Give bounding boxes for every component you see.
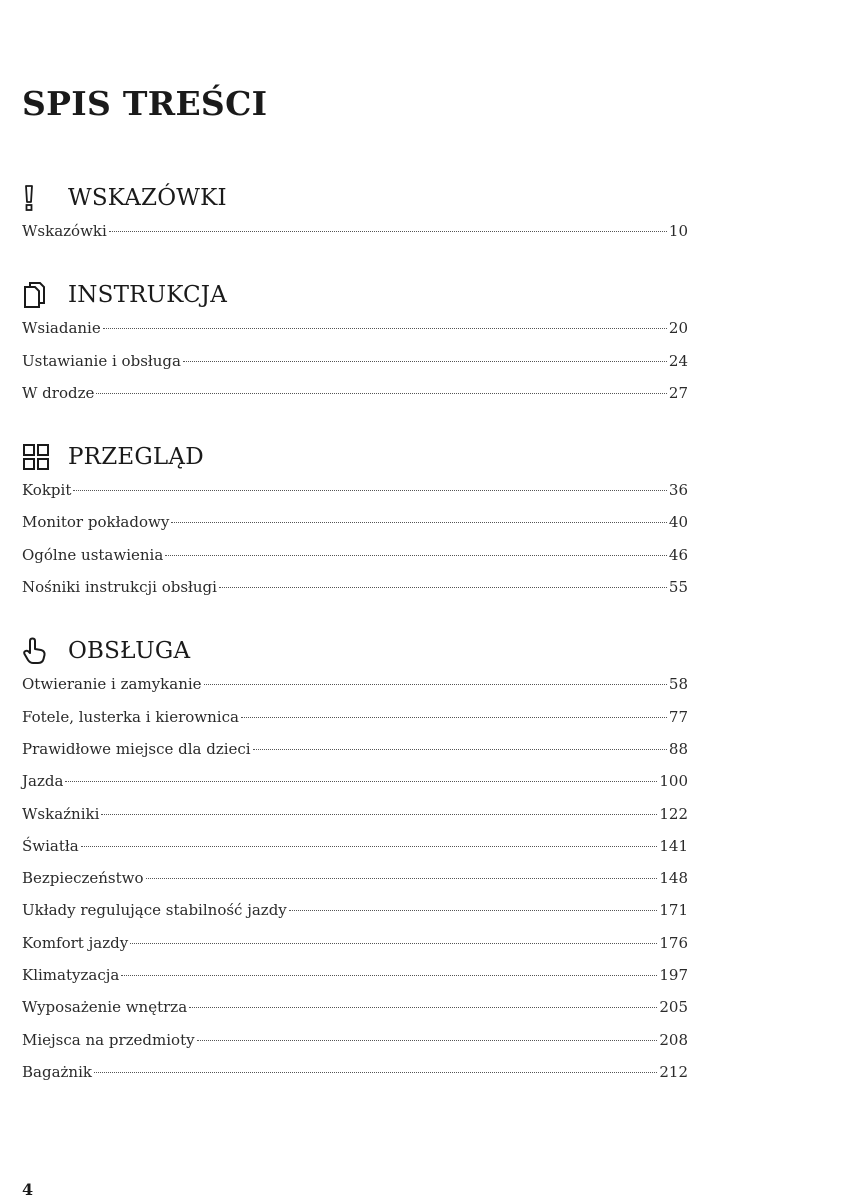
section-heading: [22, 633, 688, 669]
toc-entry-page: 141: [659, 836, 688, 855]
dot-leader: [121, 975, 657, 976]
toc-entry[interactable]: [22, 966, 688, 998]
hand-pointer-icon: [22, 636, 56, 666]
dot-leader: [171, 522, 667, 523]
dot-leader: [253, 749, 667, 750]
toc-entry-page: 36: [668, 481, 688, 500]
dot-leader: [189, 1007, 657, 1008]
toc-entry-label: Wskaźniki: [22, 804, 100, 823]
toc-entry-page: 100: [659, 772, 688, 791]
dot-leader: [289, 910, 658, 911]
section-heading: [22, 439, 688, 475]
toc-entry-page: 176: [659, 933, 688, 952]
toc-entry[interactable]: [22, 1031, 688, 1063]
toc-entry[interactable]: [22, 772, 688, 804]
dot-leader: [96, 393, 667, 394]
toc-entry-page: 197: [659, 966, 688, 985]
toc-entry-label: Miejsca na przedmioty: [22, 1030, 195, 1049]
section-heading: [22, 277, 688, 313]
dot-leader: [73, 490, 667, 491]
section-instrukcja: [22, 277, 688, 416]
toc-entry-page: 10: [668, 222, 688, 240]
section-obsluga: [22, 633, 688, 1095]
toc-entry-page: 205: [659, 998, 688, 1017]
toc-entry-page: 171: [659, 901, 688, 920]
toc-entry-label: Układy regulujące stabilność jazdy: [22, 901, 287, 920]
section-title: PRZEGLĄD: [68, 444, 204, 471]
toc-entry[interactable]: [22, 319, 688, 351]
dot-leader: [130, 943, 657, 944]
exclamation-icon: [22, 183, 56, 213]
dot-leader: [197, 1040, 658, 1041]
table-of-contents: [22, 180, 688, 1118]
section-title: WSKAZÓWKI: [68, 185, 227, 211]
copy-icon: [22, 280, 56, 310]
dot-leader: [241, 717, 667, 718]
toc-entry[interactable]: [22, 998, 688, 1030]
toc-entry-label: Prawidłowe miejsce dla dzieci: [22, 739, 251, 758]
toc-entry[interactable]: [22, 513, 688, 545]
toc-entry-page: 58: [668, 675, 688, 694]
dot-leader: [165, 555, 667, 556]
toc-entry-label: Klimatyzacja: [22, 966, 120, 985]
toc-entry-label: Monitor pokładowy: [22, 513, 170, 532]
toc-entry-page: 212: [659, 1062, 688, 1081]
toc-entry-page: 208: [659, 1030, 688, 1049]
toc-entry[interactable]: [22, 837, 688, 869]
toc-entry[interactable]: [22, 384, 688, 416]
toc-entry-page: 77: [668, 707, 688, 726]
dot-leader: [219, 587, 667, 588]
toc-entry-page: 55: [668, 578, 688, 597]
dot-leader: [81, 846, 658, 847]
toc-entry[interactable]: [22, 222, 688, 254]
toc-entry[interactable]: [22, 934, 688, 966]
toc-entry-label: W drodze: [22, 383, 95, 402]
dot-leader: [109, 231, 667, 232]
section-wskazowki: [22, 180, 688, 254]
toc-entry-label: Bezpieczeństwo: [22, 869, 144, 888]
toc-entry-page: 148: [659, 869, 688, 888]
toc-entry[interactable]: [22, 805, 688, 837]
section-title: OBSŁUGA: [68, 638, 191, 665]
toc-entry[interactable]: [22, 1063, 688, 1095]
toc-entry-page: 20: [668, 319, 688, 338]
toc-entry[interactable]: [22, 869, 688, 901]
page-title: SPIS TREŚCI: [22, 84, 268, 123]
toc-entry-label: Jazda: [22, 772, 64, 791]
toc-entry[interactable]: [22, 578, 688, 610]
dot-leader: [103, 328, 667, 329]
dot-leader: [101, 814, 657, 815]
grid-icon: [22, 442, 56, 472]
toc-entry-label: Otwieranie i zamykanie: [22, 675, 202, 694]
toc-entry-page: 40: [668, 513, 688, 532]
toc-entry-label: Światła: [22, 836, 79, 855]
dot-leader: [94, 1072, 657, 1073]
page-number: 4: [22, 1180, 34, 1199]
toc-entry[interactable]: [22, 708, 688, 740]
toc-entry-page: 122: [659, 804, 688, 823]
dot-leader: [204, 684, 667, 685]
toc-entry-label: Wyposażenie wnętrza: [22, 998, 188, 1017]
toc-entry-page: 88: [668, 739, 688, 758]
toc-entry-label: Bagażnik: [22, 1062, 92, 1081]
toc-entry-label: Wskazówki: [22, 222, 107, 240]
toc-entry-page: 27: [668, 383, 688, 402]
toc-entry-label: Fotele, lusterka i kierownica: [22, 707, 239, 726]
dot-leader: [65, 781, 657, 782]
toc-entry[interactable]: [22, 675, 688, 707]
toc-entry-label: Ogólne ustawienia: [22, 545, 164, 564]
toc-entry-label: Ustawianie i obsługa: [22, 351, 181, 370]
toc-entry-page: 46: [668, 545, 688, 564]
toc-entry[interactable]: [22, 481, 688, 513]
section-heading: [22, 180, 688, 216]
section-title: INSTRUKCJA: [68, 282, 228, 309]
dot-leader: [146, 878, 658, 879]
toc-entry-label: Kokpit: [22, 481, 72, 500]
toc-entry-label: Wsiadanie: [22, 319, 101, 338]
toc-entry[interactable]: [22, 546, 688, 578]
toc-entry-label: Nośniki instrukcji obsługi: [22, 578, 217, 597]
toc-entry[interactable]: [22, 740, 688, 772]
toc-entry[interactable]: [22, 352, 688, 384]
toc-entry-label: Komfort jazdy: [22, 933, 129, 952]
dot-leader: [183, 361, 667, 362]
toc-entry[interactable]: [22, 901, 688, 933]
toc-entry-page: 24: [668, 351, 688, 370]
section-przeglad: [22, 439, 688, 610]
